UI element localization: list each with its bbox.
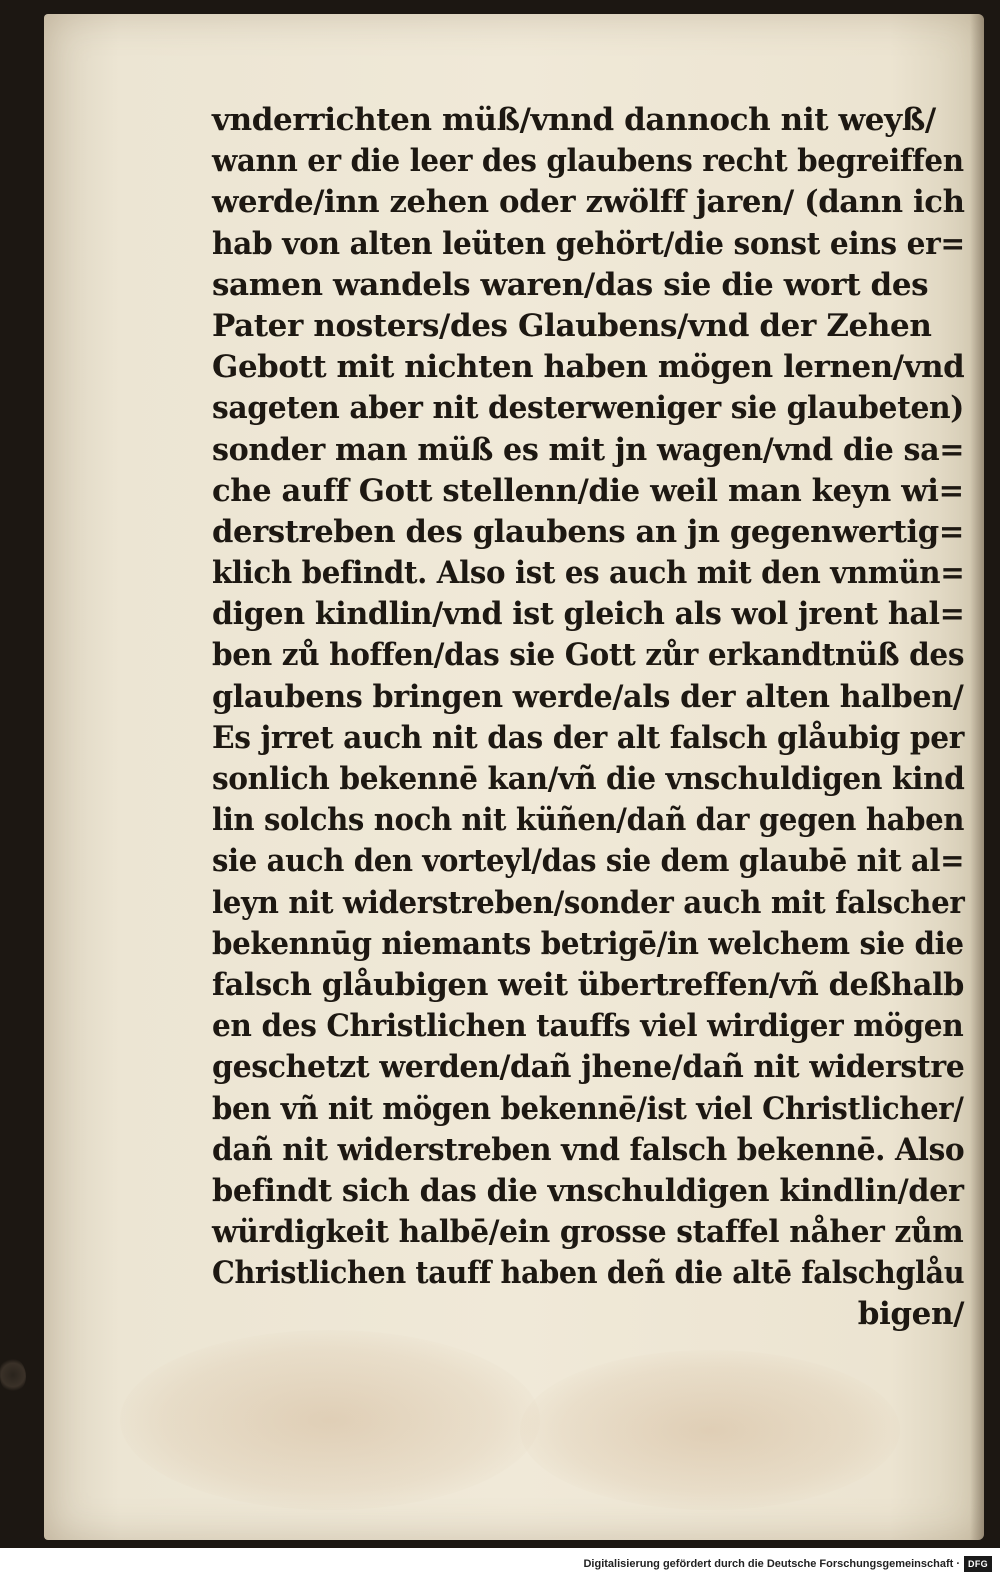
text-line: vnderrichten müß/vnnd dannoch nit weyß/ [212, 102, 936, 138]
dfg-logo: DFG [964, 1556, 992, 1572]
text-line: sageten aber nit desterweniger sie glaubeten) [212, 390, 964, 427]
text-line: derstreben des glaubens an jn gegenwertig= [212, 513, 965, 550]
text-line: sonlich bekennē kan/vñ die vnschuldigen kind [212, 761, 965, 797]
text-line: digen kindlin/vnd ist gleich als wol jrent hal= [212, 596, 965, 633]
text-line: lin solchs noch nit küñen/dañ dar gegen haben [212, 802, 965, 839]
text-line: en des Christlichen tauffs viel wirdiger mögen [212, 1008, 964, 1045]
text-line: leyn nit widerstreben/sonder auch mit falscher [212, 884, 965, 921]
page-text [212, 100, 964, 1336]
text-line: falsch glåubigen weit übertreffen/vñ deßhalb [212, 966, 964, 1003]
funding-credit: Digitalisierung gefördert durch die Deutsche Forschungsgemeinschaft · [583, 1558, 960, 1570]
ink-blot [0, 1358, 26, 1392]
digitization-footer [0, 1548, 1000, 1586]
text-line: dañ nit widerstreben vnd falsch bekennē. Also [212, 1131, 965, 1168]
text-line: samen wandels waren/das sie die wort des [212, 266, 929, 303]
text-line: Gebott mit nichten haben mögen lernen/vnd [212, 349, 965, 386]
text-line: werde/inn zehen oder zwölff jaren/ (dann ich [212, 184, 965, 221]
text-line: che auff Gott stellenn/die weil man keyn wi= [212, 472, 964, 509]
text-line: sie auch den vorteyl/das sie dem glaubē nit al= [212, 843, 965, 880]
text-line: würdigkeit halbē/ein grosse staffel nåher zům [212, 1214, 964, 1251]
page-edge-shadow [970, 14, 984, 1540]
text-line: bekennūg niemants betrigē/in welchem sie die [212, 925, 964, 962]
text-line: Christlichen tauff haben deñ die altē falschglåu [212, 1255, 965, 1292]
text-line: klich befindt. Also ist es auch mit den vnmün= [212, 555, 965, 592]
text-line: geschetzt werden/dañ jhene/dañ nit widerstre [212, 1049, 965, 1086]
text-line: ben vñ nit mögen bekennē/ist viel Christlicher/ [212, 1090, 964, 1127]
text-line: glaubens bringen werde/als der alten halben/ [212, 678, 964, 715]
water-stain [120, 1330, 540, 1510]
text-line: befindt sich das die vnschuldigen kindlin/der [212, 1172, 964, 1209]
text-line: ben zů hoffen/das sie Gott zůr erkandtnüß des [212, 637, 965, 674]
water-stain [520, 1350, 900, 1510]
text-line: Pater nosters/des Glaubens/vnd der Zehen [212, 307, 932, 344]
text-line: hab von alten leüten gehört/die sonst eins er= [212, 225, 965, 262]
text-line: Es jrret auch nit das der alt falsch glåubig per [212, 719, 964, 756]
catchword: bigen/ [857, 1296, 964, 1333]
text-line: sonder man müß es mit jn wagen/vnd die sa= [212, 431, 965, 468]
text-line: wann er die leer des glaubens recht begreiffen [212, 143, 964, 180]
